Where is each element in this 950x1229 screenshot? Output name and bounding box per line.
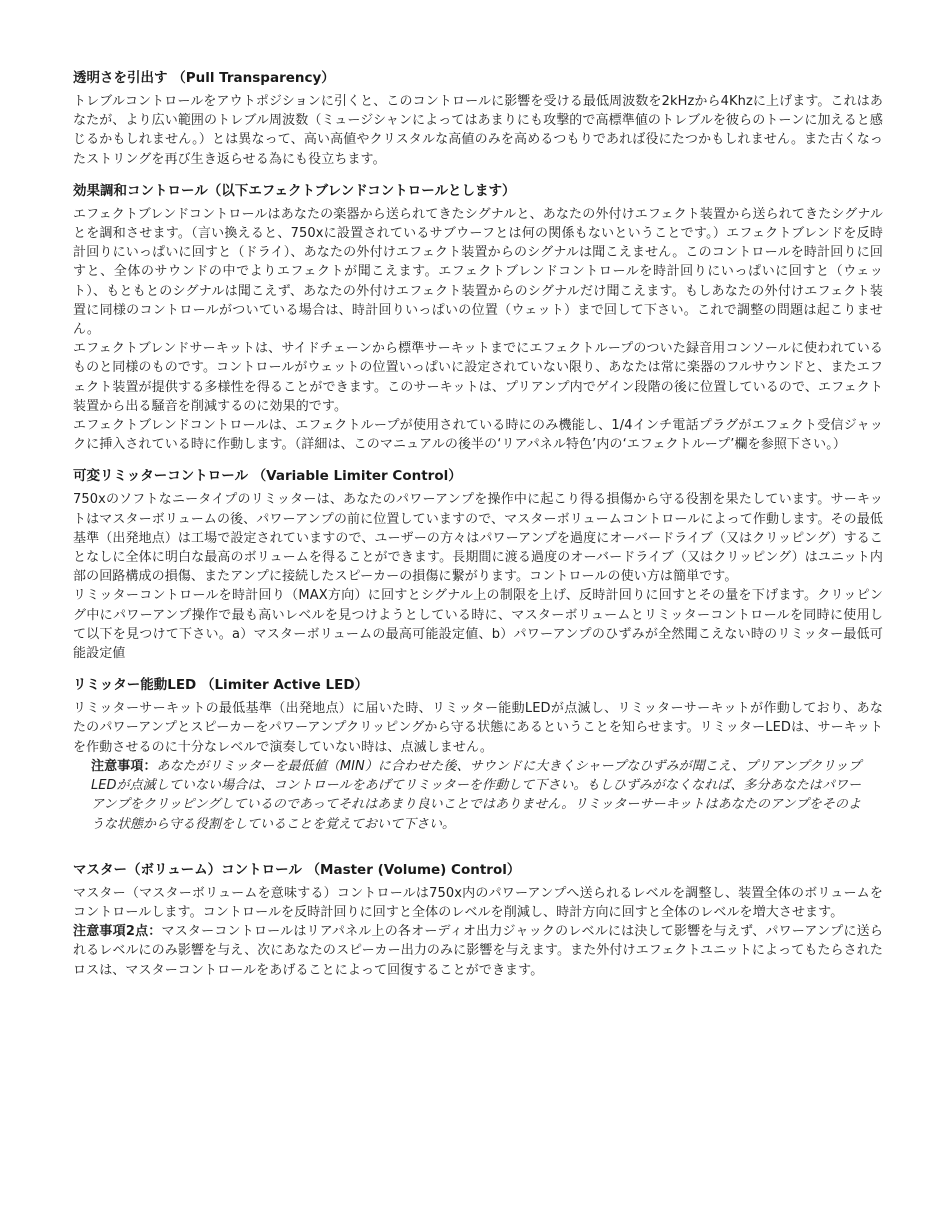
section-heading: マスター（ボリューム）コントロール （Master (Volume) Control） xyxy=(73,861,521,878)
spacer xyxy=(73,834,883,848)
section-master-volume-control xyxy=(73,860,883,980)
caution-text: マスターコントロールはリアパネル上の各オーディオ出力ジャックのレベルには決して影響を与えず、パワーアンプに送られるレベルにのみ影響を与え、次にあなたのスピーカー出力のみに影響を与えます。また外付けエフェクトユニットによってもたらされたロスは、マスターコントロールをあげることによって回復することができます。 xyxy=(73,924,883,978)
section-variable-limiter-control xyxy=(73,466,883,663)
section-heading: 透明さを引出す （Pull Transparency） xyxy=(73,70,335,86)
caution-label: 注意事項： xyxy=(91,758,157,774)
paragraph: エフェクトブレンドコントロールはあなたの楽器から送られてきたシグナルと、あなたの外付けエフェクト装置から送られてきたシグナルとを調和させます。（言い換えると、750xに設置されているサブウーフとは何の関係もないということです。）エフェクトブレンドを反時計回りにいっぱいに回すと（ドライ）、あなたの外付けエフェクト装置からのシグナルは聞こえません。このコントロールを時計回りに回すと、全体のサウンドの中でよりエフェクトが聞こえます。エフェクトブレンドコントロールを時計回りにいっぱいに回すと（ウェット）、もともとのシグナルは聞こえず、あなたの外付けエフェクト装置からのシグナルだけ聞こえます。もしあなたの外付けエフェクト装置に同様のコントロールがついている場合は、時計回りいっぱいの位置（ウェット）まで回して下さい。これで調整の問題は起こりません。 xyxy=(73,206,883,338)
section-pull-transparency xyxy=(73,68,883,169)
section-heading: リミッター能動LED （Limiter Active LED） xyxy=(73,677,369,694)
caution-label: 注意事項2点： xyxy=(73,924,162,940)
paragraph: マスター（マスターボリュームを意味する）コントロールは750x内のパワーアンプへ送られるレベルを調整し、装置全体のボリュームをコントロールします。コントロールを反時計回りに回すと全体のレベルを削減し、時計方向に回すと全体のレベルを増大させます。 xyxy=(73,885,883,920)
manual-page xyxy=(73,68,883,992)
paragraph: リミッターサーキットの最低基準（出発地点）に届いた時、リミッター能動LEDが点滅し、リミッターサーキットが作動しており、あなたのパワーアンプとスピーカーをパワーアンプクリッピングから守る状態にあるということを知らせます。リミッターLEDは、サーキットを作動させるのに十分なレベルで演奏していない時は、点滅しません。 xyxy=(73,701,883,755)
paragraph: エフェクトブレンドコントロールは、エフェクトループが使用されている時にのみ機能し、1/4インチ電話プラグがエフェクト受信ジャックに挿入されている時に作動します。（詳細は、このマニュアルの後半の‘リアパネル特色’内の‘エフェクトループ’欄を参照下さい。） xyxy=(73,418,883,453)
section-limiter-active-led xyxy=(73,675,883,847)
caution-note-2 xyxy=(73,922,883,980)
paragraph: 750xのソフトなニータイプのリミッターは、あなたのパワーアンプを操作中に起こり得る損傷から守る役割を果たしています。サーキットはマスターボリュームの後、パワーアンプの前に位置していますので、マスターボリュームコントロールによって作動します。その最低基準（出発地点）は工場で設定されていますので、ユーザーの方々はパワーアンプを過度にオーバードライブ（又はクリッピング）することなしに全体に明白な最高のボリュームを得ることができます。長期間に渡る過度のオーバードライブ（又はクリッピング）はユニット内部の回路構成の損傷、またアンプに接続したスピーカーの損傷に繋がります。コントロールの使い方は簡単です。 xyxy=(73,492,883,585)
caution-text: あなたがリミッターを最低値（MIN）に合わせた後、サウンドに大きくシャープなひずみが聞こえ、プリアンプクリップLEDが点滅していない場合は、コントロールをあげてリミッターを作動して下さい。もしひずみがなくなれば、多分あなたはパワーアンプをクリッピングしているのであってそれはあまり良いことではありません。リミッターサーキットはあなたのアンプをそのような状態から守る役割をしていることを覚えておいて下さい。 xyxy=(91,758,861,832)
paragraph: エフェクトブレンドサーキットは、サイドチェーンから標準サーキットまでにエフェクトループのついた録音用コンソールに使われているものと同様のものです。コントロールがウェットの位置いっぱいに設定されていない限り、あなたは常に楽器のフルサウンドと、またエフェクト装置が提供する多様性を得ることができます。このサーキットは、プリアンプ内でゲイン段階の後に位置しているので、エフェクト装置から出る騒音を削減するのに効果的です。 xyxy=(73,341,883,414)
paragraph: トレブルコントロールをアウトポジションに引くと、このコントロールに影響を受ける最低周波数を2kHzから4Khzに上げます。これはあなたが、より広い範囲のトレブル周波数（ミュージシャンによってはあまりにも攻撃的で高標準値のトレブルを彼らのトーンに加えると感じるかもしれません。）とは異なって、高い高値やクリスタルな高値のみを高めるつもりであれば役にたつかもしれません。また古くなったストリングを再び生き返らせる為にも役立ちます。 xyxy=(73,94,883,167)
caution-note xyxy=(73,757,883,834)
paragraph: リミッターコントロールを時計回り（MAX方向）に回すとシグナル上の制限を上げ、反時計回りに回すとその量を下げます。クリッピング中にパワーアンプ操作で最も高いレベルを見つけようとしている時に、マスターボリュームとリミッターコントロールを同時に使用して以下を見つけて下さい。a）マスターボリュームの最高可能設定値、b）パワーアンプのひずみが全然聞こえない時のリミッター最低可能設定値 xyxy=(73,588,883,662)
section-heading: 可変リミッターコントロール （Variable Limiter Control） xyxy=(73,468,462,485)
section-effect-blend-control xyxy=(73,181,883,455)
section-heading: 効果調和コントロール（以下エフェクトブレンドコントロールとします） xyxy=(73,182,516,199)
